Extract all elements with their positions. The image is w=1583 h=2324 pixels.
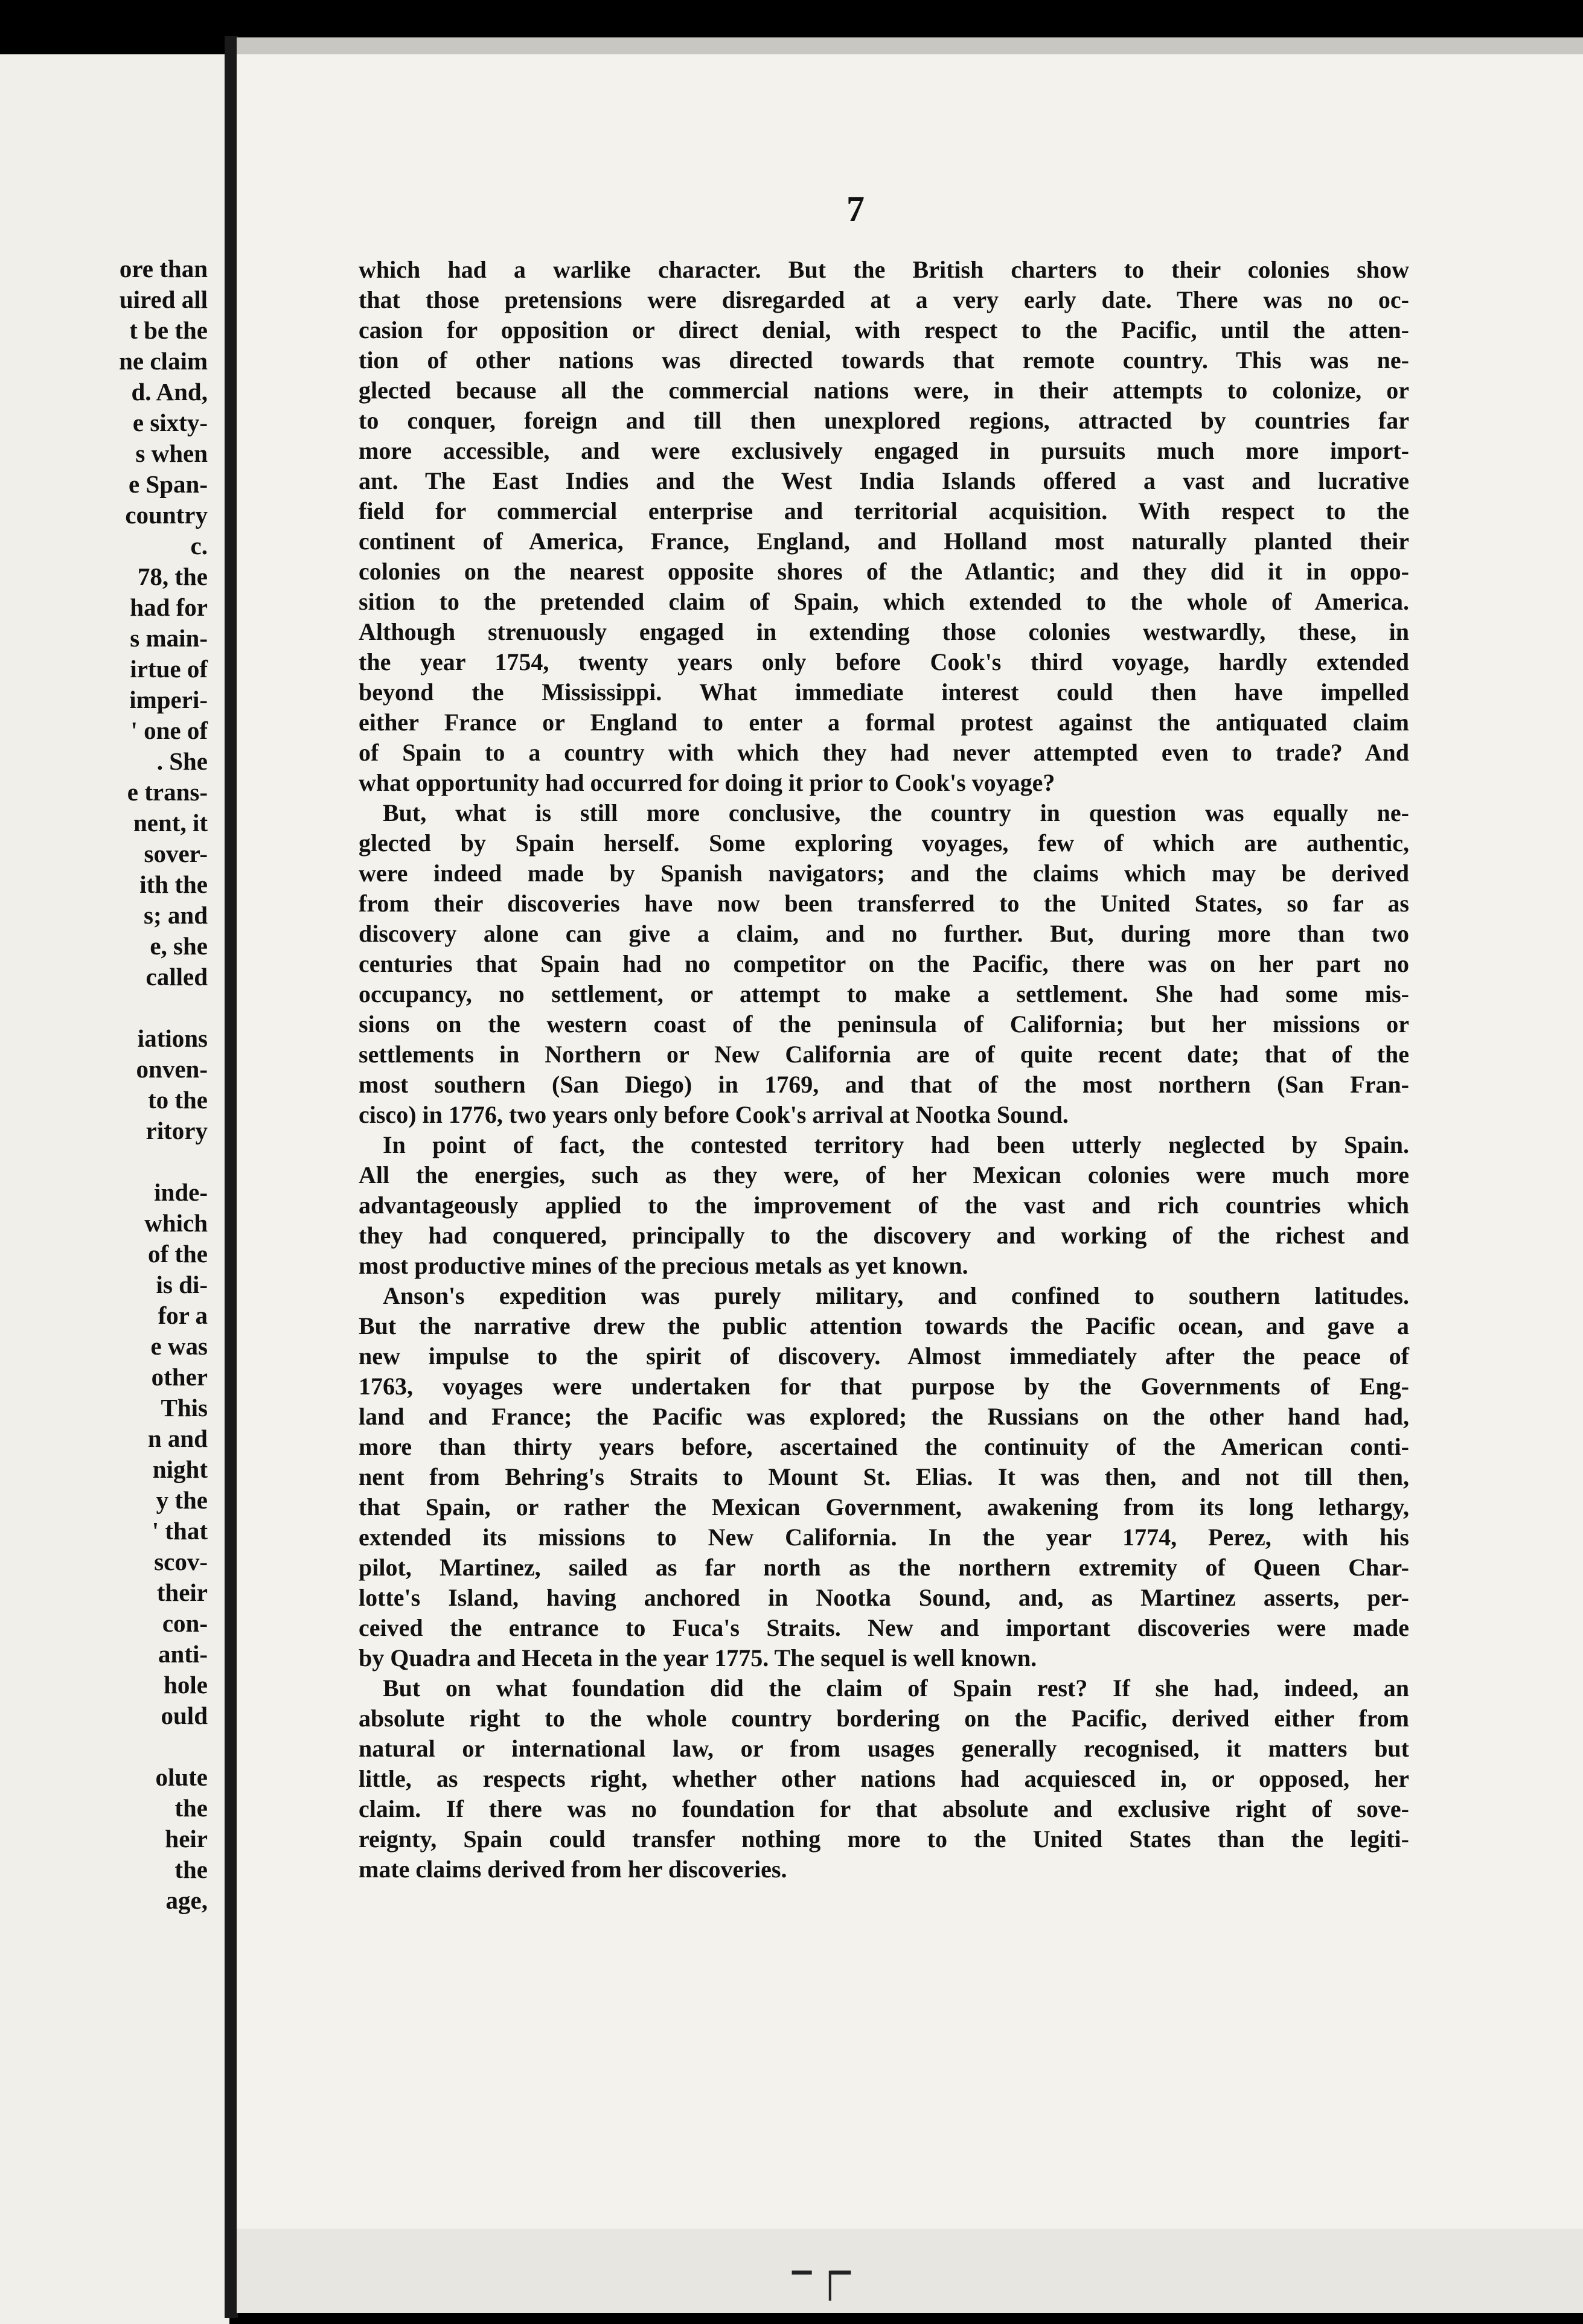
facing-page-fragment: con- (162, 1609, 208, 1637)
facing-page-fragment: which (144, 1209, 208, 1237)
text-line: nent from Behring's Straits to Mount St. Elias. It was then, and not till then, (359, 1463, 1409, 1490)
facing-page-fragment: of the (147, 1240, 208, 1268)
text-line: centuries that Spain had no competitor on the Pacific, there was on her part no (359, 950, 1409, 977)
page (237, 37, 1583, 2313)
text-line: they had conquered, principally to the discovery and working of the richest and (359, 1222, 1409, 1249)
facing-page-fragment: ith the (139, 870, 208, 898)
text-line: little, as respects right, whether other nations had acquiesced in, or opposed, her (359, 1765, 1409, 1792)
text-line: continent of America, France, England, and Holland most naturally planted their (359, 528, 1409, 555)
facing-page-fragment: for a (158, 1301, 208, 1329)
facing-page-fragment: hole (164, 1671, 208, 1699)
facing-page-fragment: n and (147, 1425, 208, 1452)
text-line: But the narrative drew the public attention towards the Pacific ocean, and gave a (359, 1312, 1409, 1339)
text-line: settlements in Northern or New California are of quite recent date; that of the (359, 1041, 1409, 1068)
facing-page-fragment: heir (165, 1825, 208, 1853)
facing-page-fragment: t be the (129, 316, 208, 344)
text-line: most southern (San Diego) in 1769, and that of the most northern (San Fran- (359, 1071, 1409, 1098)
text-line: extended its missions to New California. In the year 1774, Perez, with his (359, 1524, 1409, 1551)
facing-page-fragment: to the (147, 1086, 208, 1114)
facing-page-fragment: is di- (156, 1271, 208, 1298)
text-line: tion of other nations was directed towards that remote country. This was ne- (359, 346, 1409, 374)
text-line: by Quadra and Heceta in the year 1775. The sequel is well known. (359, 1644, 1037, 1671)
facing-page-fragment (0, 992, 211, 1023)
facing-page-fragment: other (151, 1363, 208, 1391)
page-number: 7 (846, 189, 865, 229)
text-line: ant. The East Indies and the West India Islands offered a vast and lucrative (359, 467, 1409, 494)
text-line: lotte's Island, having anchored in Nootka Sound, and, as Martinez asserts, per- (359, 1584, 1409, 1611)
facing-page-fragment: ritory (146, 1117, 208, 1144)
facing-page-fragment: e Span- (128, 470, 208, 498)
facing-page-fragment: s main- (130, 624, 208, 652)
facing-page-fragment: olute (155, 1763, 208, 1791)
text-line: claim. If there was no foundation for that absolute and exclusive right of sove- (359, 1795, 1409, 1822)
text-line: occupancy, no settlement, or attempt to make a settlement. She had some mis- (359, 980, 1409, 1007)
text-line: either France or England to enter a formal protest against the antiquated claim (359, 709, 1409, 736)
facing-page-fragment: uired all (119, 286, 208, 313)
facing-page-fragment: had for (130, 593, 208, 621)
text-line: land and France; the Pacific was explored; the Russians on the other hand had, (359, 1403, 1409, 1430)
text-line: more than thirty years before, ascertained the continuity of the American conti- (359, 1433, 1409, 1460)
text-line: colonies on the nearest opposite shores of the Atlantic; and they did it in oppo- (359, 558, 1409, 585)
text-line: In point of fact, the contested territory had been utterly neglected by Spain. (383, 1131, 1409, 1158)
facing-page-fragment: onven- (136, 1055, 208, 1083)
facing-page-fragment: s when (135, 439, 208, 467)
facing-page-fragment: the (174, 1856, 208, 1883)
text-line: Anson's expedition was purely military, and confined to southern latitudes. (383, 1282, 1409, 1309)
facing-page-fragment: called (146, 963, 208, 991)
facing-page-fragment (0, 1731, 211, 1762)
text-line: 1763, voyages were undertaken for that purpose by the Governments of Eng- (359, 1373, 1409, 1400)
text-line: discovery alone can give a claim, and no further. But, during more than two (359, 920, 1409, 947)
facing-page-fragment: . She (156, 747, 208, 775)
text-line: most productive mines of the precious metals as yet known. (359, 1252, 968, 1279)
text-line: field for commercial enterprise and territorial acquisition. With respect to the (359, 497, 1409, 525)
scan-mark: ▔▕▔ (792, 2273, 851, 2300)
facing-page-fragment: e trans- (127, 778, 208, 806)
text-line: new impulse to the spirit of discovery. Almost immediately after the peace of (359, 1342, 1409, 1370)
facing-page-fragment: ' one of (130, 717, 208, 744)
text-line: that Spain, or rather the Mexican Government, awakening from its long lethargy, (359, 1493, 1409, 1521)
facing-page-fragment: the (174, 1794, 208, 1822)
facing-page-fragment: age, (165, 1886, 208, 1914)
body-text (359, 255, 1409, 1885)
facing-page-fragment: ' that (152, 1517, 208, 1545)
text-line: sition to the pretended claim of Spain, which extended to the whole of America. (359, 588, 1409, 615)
text-line: reignty, Spain could transfer nothing more to the United States than the legiti- (359, 1825, 1409, 1853)
facing-page-fragment: imperi- (129, 686, 208, 713)
text-line: advantageously applied to the improvement of the vast and rich countries which (359, 1192, 1409, 1219)
text-line: what opportunity had occurred for doing it prior to Cook's voyage? (359, 769, 1055, 796)
facing-page-fragment: ould (161, 1702, 208, 1729)
page-bottom-margin (237, 2229, 1583, 2313)
text-line: mate claims derived from her discoveries. (359, 1856, 787, 1883)
text-line: of Spain to a country with which they had never attempted even to trade? And (359, 739, 1409, 766)
text-line: cisco) in 1776, two years only before Cook's arrival at Nootka Sound. (359, 1101, 1069, 1128)
text-line: more accessible, and were exclusively engaged in pursuits much more import- (359, 437, 1409, 464)
facing-page-text-fragments (0, 254, 211, 1916)
facing-page-fragment: d. And, (131, 378, 208, 406)
facing-page-fragment: 78, the (137, 563, 208, 590)
facing-page-fragment: e was (150, 1332, 208, 1360)
facing-page-fragment: c. (190, 532, 208, 560)
text-line: to conquer, foreign and till then unexplored regions, attracted by countries far (359, 407, 1409, 434)
facing-page-fragment: ne claim (119, 347, 208, 375)
facing-page-fragment: e, she (150, 932, 208, 960)
facing-page-fragment: their (156, 1579, 208, 1606)
text-line: which had a warlike character. But the British charters to their colonies show (359, 256, 1409, 283)
text-line: that those pretensions were disregarded at a very early date. There was no oc- (359, 286, 1409, 313)
text-line: from their discoveries have now been transferred to the United States, so far as (359, 890, 1409, 917)
facing-page-fragment: s; and (144, 901, 208, 929)
text-line: beyond the Mississippi. What immediate interest could then have impelled (359, 678, 1409, 706)
facing-page-fragment: anti- (158, 1640, 208, 1668)
text-line: All the energies, such as they were, of her Mexican colonies were much more (359, 1161, 1409, 1189)
facing-page-fragment: sover- (144, 840, 208, 867)
facing-page-fragment: nent, it (133, 809, 208, 837)
facing-page-fragment (0, 1146, 211, 1177)
book-gutter (225, 36, 238, 2318)
text-line: glected because all the commercial nations were, in their attempts to colonize, or (359, 377, 1409, 404)
text-line: Although strenuously engaged in extending those colonies westwardly, these, in (359, 618, 1409, 645)
text-line: were indeed made by Spanish navigators; and the claims which may be derived (359, 860, 1409, 887)
text-line: the year 1754, twenty years only before Cook's third voyage, hardly extended (359, 648, 1409, 675)
facing-page-fragment: scov- (154, 1548, 208, 1575)
text-line: glected by Spain herself. Some exploring voyages, few of which are authentic, (359, 829, 1409, 857)
text-line: ceived the entrance to Fuca's Straits. New and important discoveries were made (359, 1614, 1409, 1641)
facing-page-fragment: iations (137, 1024, 208, 1052)
facing-page-fragment: e sixty- (132, 409, 208, 436)
text-line: pilot, Martinez, sailed as far north as the northern extremity of Queen Char- (359, 1554, 1409, 1581)
text-line: natural or international law, or from usages generally recognised, it matters but (359, 1735, 1409, 1762)
facing-page-fragment: y the (156, 1486, 208, 1514)
facing-page-fragment: country (125, 501, 208, 529)
text-line: casion for opposition or direct denial, with respect to the Pacific, until the atten- (359, 316, 1409, 343)
facing-page-fragment: This (161, 1394, 208, 1422)
text-line: But, what is still more conclusive, the country in question was equally ne- (383, 799, 1409, 826)
facing-page-fragment: irtue of (130, 655, 208, 683)
text-line: sions on the western coast of the peninsula of California; but her missions or (359, 1010, 1409, 1038)
facing-page-fragment: night (152, 1455, 208, 1483)
facing-page-fragment: ore than (119, 255, 208, 283)
text-line: absolute right to the whole country bordering on the Pacific, derived either from (359, 1705, 1409, 1732)
page-top-edge (237, 37, 1583, 54)
facing-page-fragment: inde- (154, 1178, 208, 1206)
text-line: But on what foundation did the claim of Spain rest? If she had, indeed, an (383, 1674, 1409, 1702)
facing-page-left (0, 54, 229, 2324)
